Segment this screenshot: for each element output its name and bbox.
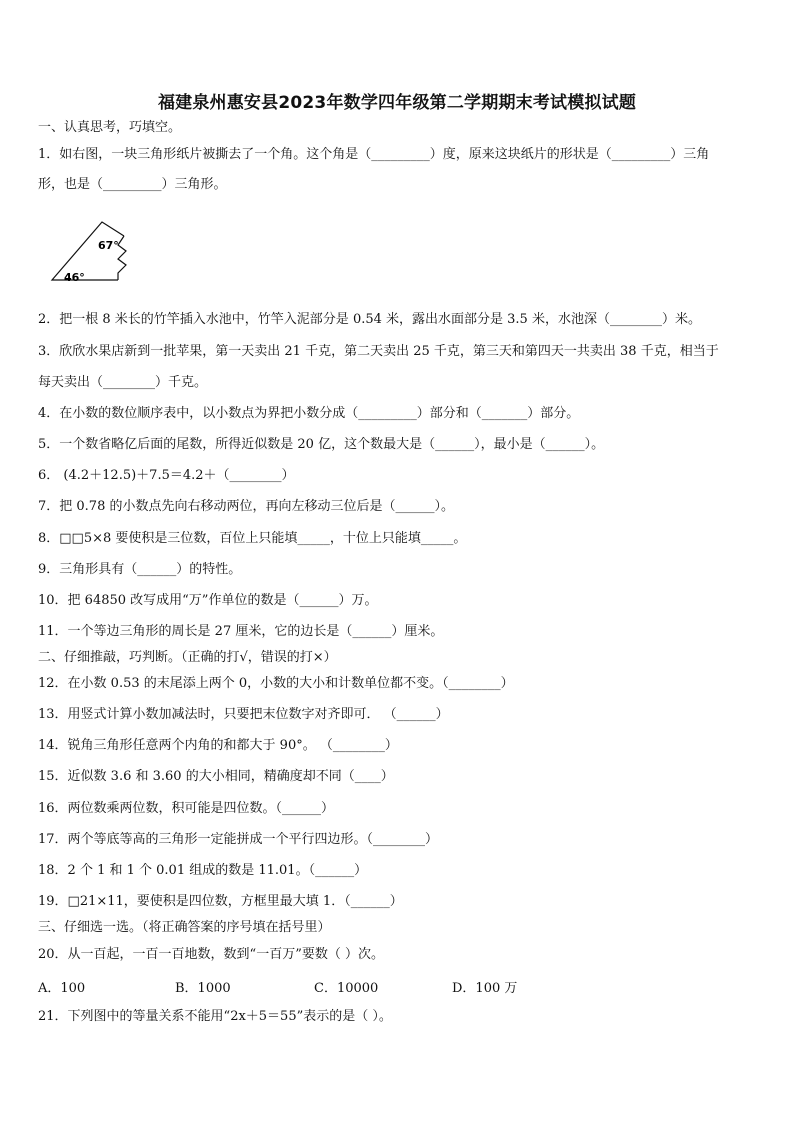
question-12: 12．在小数 0.53 的末尾添上两个 0，小数的大小和计数单位都不变。（________） xyxy=(38,676,514,691)
question-5: 5．一个数省略亿后面的尾数，所得近似数是 20 亿，这个数最大是（______），最小是（______）。 xyxy=(38,437,605,452)
section-1-heading: 一、认真思考，巧填空。 xyxy=(38,120,182,135)
angle-top-label: 67° xyxy=(98,239,119,252)
question-3-line-1: 3．欣欣水果店新到一批苹果，第一天卖出 21 千克，第二天卖出 25 千克，第三天和第四天一共卖出 38 千克，相当于 xyxy=(38,344,719,359)
question-11: 11．一个等边三角形的周长是 27 厘米，它的边长是（______）厘米。 xyxy=(38,624,444,639)
question-9: 9．三角形具有（______）的特性。 xyxy=(38,562,242,577)
question-4: 4．在小数的数位顺序表中，以小数点为界把小数分成（_________）部分和（_______）部分。 xyxy=(38,406,580,421)
question-18: 18．2 个 1 和 1 个 0.01 组成的数是 11.01。（______） xyxy=(38,863,368,878)
option-a: A．100 xyxy=(38,981,86,996)
question-3-line-2: 每天卖出（________）千克。 xyxy=(38,375,208,390)
section-3-heading: 三、仔细选一选。（将正确答案的序号填在括号里） xyxy=(38,920,331,935)
torn-triangle-figure xyxy=(48,218,138,288)
option-b: B．1000 xyxy=(175,981,231,996)
question-13: 13．用竖式计算小数加减法时，只要把末位数字对齐即可． （______） xyxy=(38,707,449,722)
section-2-heading: 二、仔细推敲，巧判断。（正确的打√，错误的打×） xyxy=(38,650,337,665)
question-1-line-2: 形，也是（_________）三角形。 xyxy=(38,177,227,192)
question-2: 2．把一根 8 米长的竹竿插入水池中，竹竿入泥部分是 0.54 米，露出水面部分是 3.5 米，水池深（________）米。 xyxy=(38,312,701,327)
option-c: C．10000 xyxy=(314,981,379,996)
question-8: 8．□□5×8 要使积是三位数，百位上只能填_____，十位上只能填_____。 xyxy=(38,531,467,546)
question-20: 20．从一百起，一百一百地数，数到“一百万”要数（ ）次。 xyxy=(38,947,384,962)
question-15: 15．近似数 3.6 和 3.60 的大小相同，精确度却不同（____） xyxy=(38,769,394,784)
question-19: 19．□21×11，要使积是四位数，方框里最大填 1．（______） xyxy=(38,894,403,909)
page-title: 福建泉州惠安县2023年数学四年级第二学期期末考试模拟试题 xyxy=(157,93,637,113)
torn-edge xyxy=(118,236,126,280)
angle-left-label: 46° xyxy=(64,271,85,284)
question-16: 16．两位数乘两位数，积可能是四位数。（______） xyxy=(38,801,335,816)
question-14: 14．锐角三角形任意两个内角的和都大于 90°。 （________） xyxy=(38,738,398,753)
question-20-options xyxy=(38,977,760,995)
question-21: 21．下列图中的等量关系不能用“2x＋5＝55”表示的是（ ）。 xyxy=(38,1009,392,1024)
question-6: 6． (4.2＋12.5)＋7.5＝4.2＋（________） xyxy=(38,468,295,483)
question-17: 17．两个等底等高的三角形一定能拼成一个平行四边形。（________） xyxy=(38,832,439,847)
question-10: 10．把 64850 改写成用“万”作单位的数是（______）万。 xyxy=(38,593,378,608)
option-d: D．100 万 xyxy=(452,981,518,996)
question-7: 7．把 0.78 的小数点先向右移动两位，再向左移动三位后是（______）。 xyxy=(38,499,454,514)
question-1-line-1: 1．如右图，一块三角形纸片被撕去了一个角。这个角是（_________）度，原来这块纸片的形状是（_________）三角 xyxy=(38,147,710,162)
